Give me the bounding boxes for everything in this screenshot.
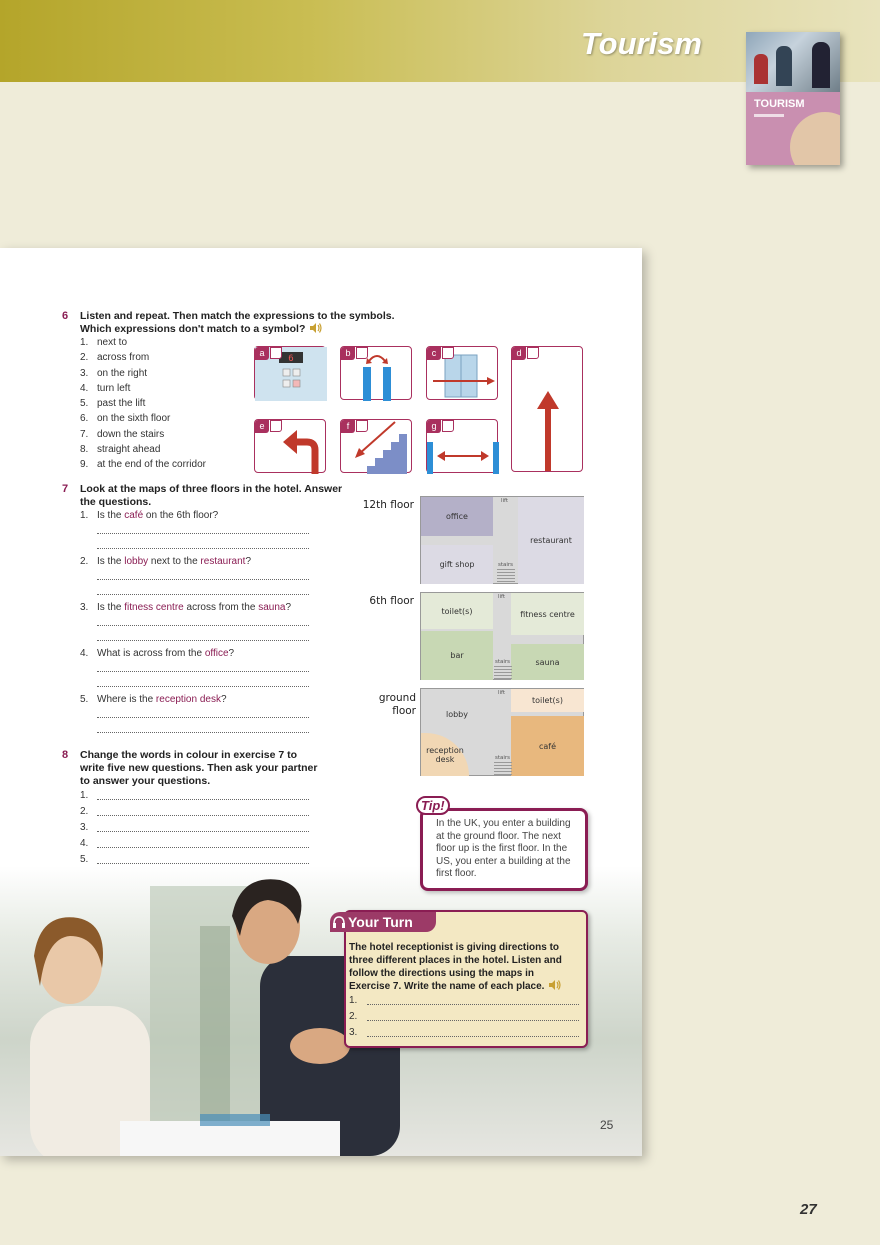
headphones-icon xyxy=(332,915,346,929)
answer-line[interactable] xyxy=(97,831,309,832)
list-item: 4. turn left xyxy=(80,382,131,394)
room-cafe: café xyxy=(511,716,584,776)
question-4: 4. What is across from the office? xyxy=(80,648,235,659)
floor-map-12th xyxy=(420,496,584,584)
answer-line[interactable] xyxy=(97,847,309,848)
answer-line[interactable] xyxy=(367,1036,579,1037)
straight-ahead-arrow-icon xyxy=(512,347,584,473)
answer-box[interactable] xyxy=(270,420,282,432)
room-toilets: toilet(s) xyxy=(421,593,493,629)
room-office: office xyxy=(421,497,493,536)
symbol-card-e: e xyxy=(254,419,326,473)
list-item: 5. past the lift xyxy=(80,398,146,410)
stairs-icon xyxy=(497,569,515,583)
list-item: 4. xyxy=(80,838,89,849)
answer-line[interactable] xyxy=(97,625,309,626)
symbol-card-b: b xyxy=(340,346,412,400)
symbol-card-f: f xyxy=(340,419,412,473)
answer-box[interactable] xyxy=(270,347,282,359)
floor-label-12th: 12th floor xyxy=(362,499,414,511)
answer-box[interactable] xyxy=(527,347,539,359)
question-2: 2. Is the lobby next to the restaurant? xyxy=(80,556,252,567)
room-sauna: sauna xyxy=(511,644,584,680)
answer-line[interactable] xyxy=(97,579,309,580)
lift-label: lift xyxy=(498,594,506,600)
list-item: 3. xyxy=(349,1027,358,1038)
floor-label-ground: ground floor xyxy=(378,692,416,717)
answer-line[interactable] xyxy=(367,1004,579,1005)
tip-label: Tip! xyxy=(416,796,450,815)
answer-line[interactable] xyxy=(367,1020,579,1021)
stairs-label: stairs xyxy=(498,562,514,568)
stairs-icon xyxy=(494,762,512,776)
list-item: 7. down the stairs xyxy=(80,428,165,440)
your-turn-header: Your Turn xyxy=(330,912,436,932)
svg-text:6: 6 xyxy=(288,354,294,364)
lift-label: lift xyxy=(501,498,509,504)
list-item: 2. across from xyxy=(80,352,150,364)
answer-line[interactable] xyxy=(97,717,309,718)
cover-photo xyxy=(746,32,840,92)
book-cover-thumbnail[interactable] xyxy=(746,32,840,165)
list-item: 9. at the end of the corridor xyxy=(80,459,206,471)
answer-box[interactable] xyxy=(356,420,368,432)
floor-map-ground xyxy=(420,688,584,776)
answer-line[interactable] xyxy=(97,548,309,549)
answer-line[interactable] xyxy=(97,732,309,733)
exercise-8-number: 8 xyxy=(62,749,69,761)
stairs-label: stairs xyxy=(495,755,511,761)
answer-line[interactable] xyxy=(97,640,309,641)
audio-icon[interactable] xyxy=(310,323,322,333)
list-item: 1. next to xyxy=(80,337,128,348)
audio-icon[interactable] xyxy=(549,980,561,990)
cover-title: TOURISM xyxy=(754,98,805,110)
outer-page-number: 27 xyxy=(800,1201,817,1218)
stairs-label: stairs xyxy=(495,659,511,665)
room-fitness-centre: fitness centre xyxy=(511,593,584,635)
lift-label: lift xyxy=(498,690,506,696)
tip-text: In the UK, you enter a building at the ground floor. The next floor up is the first floor. In the US, you enter a building at the first floor. xyxy=(436,818,571,879)
exercise-7-number: 7 xyxy=(62,483,69,495)
room-gift-shop: gift shop xyxy=(421,545,493,584)
question-1: 1. Is the café on the 6th floor? xyxy=(80,510,219,521)
exercise-8-instruction: Change the words in colour in exercise 7 to write five new questions. Then ask your partner to answer your questions. xyxy=(80,749,318,787)
list-item: 2. xyxy=(349,1011,358,1022)
list-item: 8. straight ahead xyxy=(80,444,161,456)
answer-box[interactable] xyxy=(356,347,368,359)
answer-line[interactable] xyxy=(97,533,309,534)
exercise-6-number: 6 xyxy=(62,310,69,322)
room-restaurant: restaurant xyxy=(518,497,584,584)
floor-map-6th xyxy=(420,592,584,680)
answer-line[interactable] xyxy=(97,863,309,864)
list-item: 1. xyxy=(349,995,358,1006)
answer-line[interactable] xyxy=(97,799,309,800)
exercise-6-list xyxy=(80,335,206,473)
symbol-card-a: 6 a xyxy=(254,346,326,400)
room-bar: bar xyxy=(421,631,493,680)
cover-decoration xyxy=(790,112,840,165)
exercise-6-instruction: Listen and repeat. Then match the expressions to the symbols. Which expressions don't match to a symbol? xyxy=(80,310,395,335)
list-item: 1. xyxy=(80,790,89,801)
book-title: Tourism xyxy=(580,26,702,61)
your-turn-instruction: The hotel receptionist is giving directions to three different places in the hotel. Listen and follow the directions using the maps in Exercise 7. Write the name of each place. xyxy=(349,942,562,992)
question-3: 3. Is the fitness centre across from the sauna? xyxy=(80,602,292,613)
room-lobby: lobby xyxy=(421,689,493,739)
answer-line[interactable] xyxy=(97,594,309,595)
floor-label-6th: 6th floor xyxy=(369,595,414,607)
answer-box[interactable] xyxy=(442,420,454,432)
answer-box[interactable] xyxy=(442,347,454,359)
symbol-card-g: g xyxy=(426,419,498,473)
reception-desk: reception desk xyxy=(421,733,469,776)
answer-line[interactable] xyxy=(97,815,309,816)
list-item: 6. on the sixth floor xyxy=(80,413,171,425)
list-item: 3. xyxy=(80,822,89,833)
exercise-7-instruction: Look at the maps of three floors in the hotel. Answer the questions. xyxy=(80,483,343,508)
symbol-card-c: c xyxy=(426,346,498,400)
stairs-icon xyxy=(494,666,512,680)
list-item: 5. xyxy=(80,854,89,865)
answer-line[interactable] xyxy=(97,671,309,672)
list-item: 2. xyxy=(80,806,89,817)
symbol-card-d: d xyxy=(511,346,583,472)
answer-line[interactable] xyxy=(97,686,309,687)
room-toilets: toilet(s) xyxy=(511,689,584,712)
question-5: 5. Where is the reception desk? xyxy=(80,694,227,705)
page-number: 25 xyxy=(600,1118,614,1132)
list-item: 3. on the right xyxy=(80,367,148,379)
